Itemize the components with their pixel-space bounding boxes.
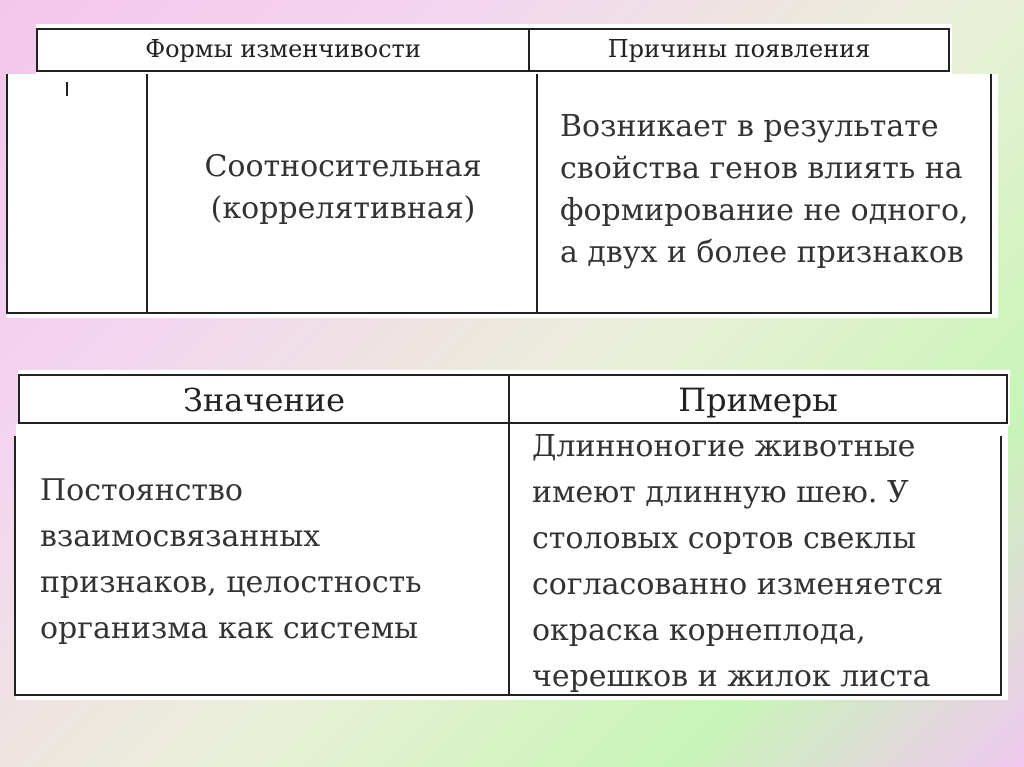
table1-header-forms: Формы изменчивости xyxy=(145,35,421,63)
table2-meaning-cell: Постоянство взаимосвязанных признаков, целостность организма как системы xyxy=(40,473,422,646)
table2-header-right-border xyxy=(1006,374,1008,424)
table1-top-border xyxy=(36,28,950,30)
table1-cause-cell: Возникает в результате свойства генов влиять на формирование не одного, а двух и более признаков xyxy=(560,109,969,270)
table2-divider xyxy=(508,374,510,696)
table2-body-right-border xyxy=(1000,436,1002,696)
table2-header-examples: Примеры xyxy=(678,381,838,419)
table2-body-left-border xyxy=(14,436,16,696)
table1-body-right-border xyxy=(990,74,992,314)
table1-form-cell: Соотносительная (коррелятивная) xyxy=(204,149,482,226)
table1-header-right-border xyxy=(948,28,950,72)
table1-bottom-border xyxy=(6,312,992,314)
table2-examples-cell: Длинноногие животные имеют длинную шею. У столовых сортов свеклы согласованно изменяется окраска корнеплода, черешков и жилок листа xyxy=(532,429,944,694)
table2-top-border xyxy=(18,374,1008,376)
table1-body-divider-2 xyxy=(536,74,538,314)
table1-cut-glyph xyxy=(66,82,68,96)
table1-body-divider-1 xyxy=(146,74,148,314)
table1-header-causes: Причины появления xyxy=(607,35,871,63)
table1-body-left-border xyxy=(6,74,8,314)
table1-header-bottom-border xyxy=(36,70,950,72)
table2-header-meaning: Значение xyxy=(182,381,346,419)
